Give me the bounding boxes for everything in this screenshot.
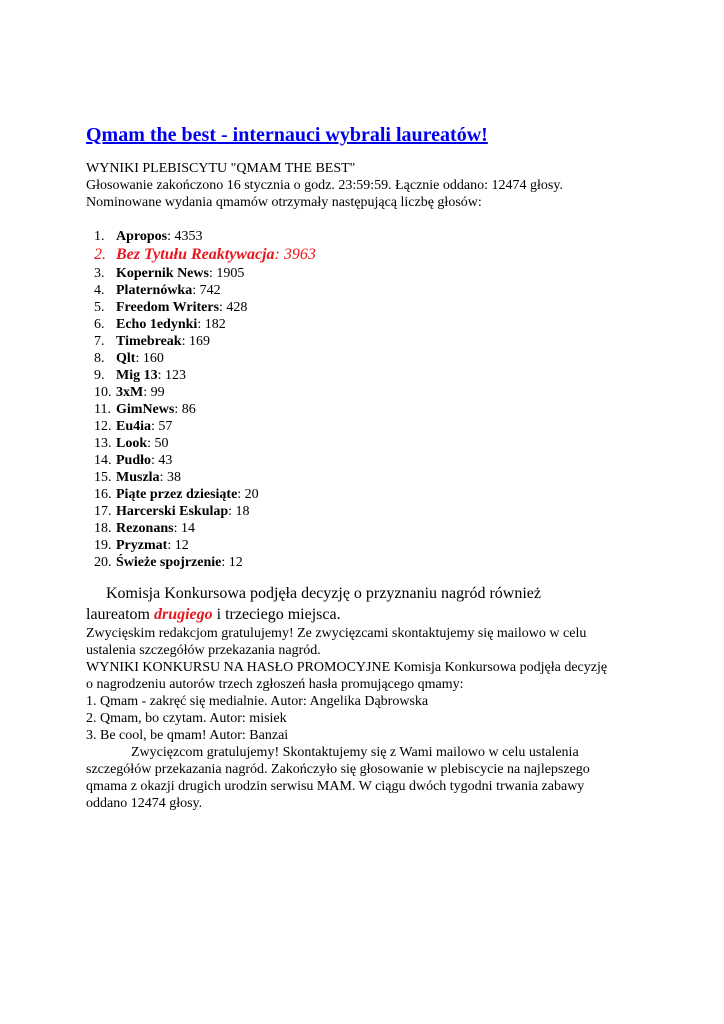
result-name: Qlt xyxy=(116,351,136,366)
results-heading: WYNIKI PLEBISCYTU "QMAM THE BEST" xyxy=(86,161,356,176)
slogan-winner: 2. Qmam, bo czytam. Autor: misiek xyxy=(86,711,287,726)
result-votes: : 99 xyxy=(143,385,165,400)
result-name: GimNews xyxy=(116,402,175,417)
result-votes: : 169 xyxy=(181,334,210,349)
result-votes: : 43 xyxy=(151,453,173,468)
result-item: 9. Mig 13: 123 xyxy=(94,368,186,383)
result-item: 5. Freedom Writers: 428 xyxy=(94,300,248,315)
result-votes: : 57 xyxy=(151,419,173,434)
result-name: Świeże spojrzenie xyxy=(116,555,222,570)
result-name: Look xyxy=(116,436,148,451)
result-item: 17. Harcerski Eskulap: 18 xyxy=(94,504,250,519)
result-votes: : 1905 xyxy=(208,266,245,281)
result-item-highlighted: 2. Bez Tytułu Reaktywacja: 3963 xyxy=(94,246,316,263)
result-item: 18. Rezonans: 14 xyxy=(94,521,195,536)
article-title-link[interactable]: Qmam the best - internauci wybrali laureatów! xyxy=(86,124,488,146)
second-place-emphasis: drugiego xyxy=(153,606,213,623)
slogan-winner: 1. Qmam - zakręć się medialnie. Autor: Angelika Dąbrowska xyxy=(86,694,429,709)
result-name: Apropos xyxy=(116,229,168,244)
result-votes: : 86 xyxy=(174,402,196,417)
closing-text: Zwycięzcom gratulujemy! Skontaktujemy się z Wami mailowo w celu ustalenia xyxy=(131,745,579,760)
result-item: 4. Platernówka: 742 xyxy=(94,283,221,298)
result-item: 8. Qlt: 160 xyxy=(94,351,164,366)
result-item: 15. Muszla: 38 xyxy=(94,470,181,485)
result-votes: : 20 xyxy=(237,487,259,502)
results-list xyxy=(86,228,686,571)
result-votes: : 38 xyxy=(159,470,181,485)
result-name: Pudło xyxy=(116,453,152,468)
result-votes: : 50 xyxy=(147,436,169,451)
result-name: Echo 1edynki xyxy=(116,317,198,332)
slogan-winner: 3. Be cool, be qmam! Autor: Banzai xyxy=(86,728,289,743)
result-item: 14. Pudło: 43 xyxy=(94,453,173,468)
result-votes: : 14 xyxy=(173,521,195,536)
result-votes: : 428 xyxy=(219,300,248,315)
result-name: Pryzmat xyxy=(116,538,168,553)
result-name: Piąte przez dziesiąte xyxy=(116,487,238,502)
result-name: 3xM xyxy=(116,385,144,400)
result-votes: : 742 xyxy=(192,283,221,298)
result-name: Eu4ia xyxy=(116,419,152,434)
intro-block xyxy=(86,160,686,211)
result-item: 12. Eu4ia: 57 xyxy=(94,419,173,434)
result-name: Timebreak xyxy=(116,334,182,349)
voting-info: Głosowanie zakończono 16 stycznia o godz. 23:59:59. Łącznie oddano: 12474 głosy. xyxy=(86,178,563,193)
result-item: 19. Pryzmat: 12 xyxy=(94,538,189,553)
result-votes: : 123 xyxy=(157,368,186,383)
congrats-text: Zwycięskim redakcjom gratulujemy! Ze zwycięzcami skontaktujemy się mailowo w celu xyxy=(86,626,587,641)
result-item: 10. 3xM: 99 xyxy=(94,385,165,400)
commission-decision-paragraph: Komisja Konkursowa podjęła decyzję o przyznaniu nagród również laureatom drugiego i trzeciego miejsca. xyxy=(86,585,541,623)
nominees-info: Nominowane wydania qmamów otrzymały następującą liczbę głosów: xyxy=(86,195,482,210)
result-name: Muszla xyxy=(116,470,160,485)
result-votes: : 3963 xyxy=(274,246,316,263)
result-name: Mig 13 xyxy=(116,368,158,383)
result-votes: : 18 xyxy=(228,504,250,519)
slogan-results-heading: WYNIKI KONKURSU NA HASŁO PROMOCYJNE Komisja Konkursowa podjęła decyzję xyxy=(86,660,608,675)
result-votes: : 12 xyxy=(167,538,189,553)
result-name: Platernówka xyxy=(116,283,193,298)
result-item: 3. Kopernik News: 1905 xyxy=(94,266,245,281)
results-details: Zwycięskim redakcjom gratulujemy! Ze zwycięzcami skontaktujemy się mailowo w celu ustalenia szczegółów przekazania nagród. WYNIKI KONKURSU NA HASŁO PROMOCYJNE Komisja Konkursowa podjęła decyzję o nagrodzeniu autorów trzech zgłoszeń hasła promującego qmamy: 1. Qmam - zakręć się medialnie. Autor: Angelika Dąbrowska 2. Qmam, bo czytam. Autor: misiek 3. Be cool, be qmam! Autor: Banzai Zwycięzcom gratulujemy! Skontaktujemy się z Wami mailowo w celu ustalenia szczegółów przekazania nagród. Zakończyło się głosowanie w plebiscycie na najlepszego qmama z okazji drugich urodzin serwisu MAM. W ciągu dwóch tygodni trwania zabawy oddano 12474 głosy. xyxy=(86,625,686,812)
result-name: Bez Tytułu Reaktywacja xyxy=(116,246,275,263)
result-name: Kopernik News xyxy=(116,266,209,281)
result-item: 1. Apropos: 4353 xyxy=(94,229,203,244)
result-item: 13. Look: 50 xyxy=(94,436,169,451)
result-item: 20. Świeże spojrzenie: 12 xyxy=(94,555,243,570)
result-name: Freedom Writers xyxy=(116,300,220,315)
result-item: 11. GimNews: 86 xyxy=(94,402,196,417)
result-item: 16. Piąte przez dziesiąte: 20 xyxy=(94,487,259,502)
result-votes: : 4353 xyxy=(167,229,203,244)
result-votes: : 160 xyxy=(135,351,164,366)
result-name: Harcerski Eskulap xyxy=(116,504,229,519)
result-item: 6. Echo 1edynki: 182 xyxy=(94,317,226,332)
result-name: Rezonans xyxy=(116,521,174,536)
result-votes: : 182 xyxy=(197,317,226,332)
result-item: 7. Timebreak: 169 xyxy=(94,334,210,349)
result-votes: : 12 xyxy=(221,555,243,570)
